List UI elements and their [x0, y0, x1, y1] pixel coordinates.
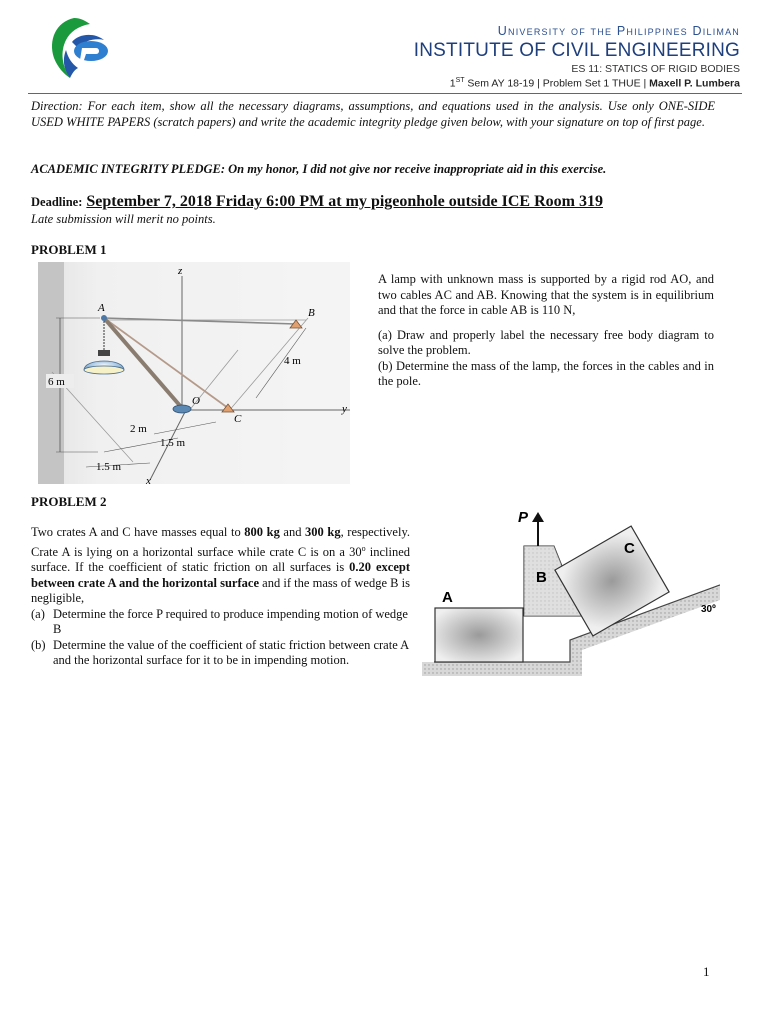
header-divider	[28, 93, 742, 94]
institute-name: INSTITUTE OF CIVIL ENGINEERING	[413, 40, 740, 61]
p2-degree: o	[361, 543, 366, 553]
problem2-statement	[31, 525, 410, 607]
problem1-items	[378, 328, 714, 390]
p2-mass-a: 800 kg	[244, 525, 280, 539]
direction-text: Direction: For each item, show all the necessary diagrams, assumptions, and equations used in the analysis. Use only ONE-SIDE USED WHITE PAPERS (scratch papers) and write the academic integrity pledge given below, with your signature on top of first page.	[31, 99, 715, 129]
semester-line	[450, 77, 740, 90]
problem1-item-a: (a) Draw and properly label the necessary free body diagram to solve the problem.	[378, 327, 714, 357]
fig1-label-c: C	[234, 413, 242, 425]
problem1-text	[378, 272, 714, 390]
deadline-value: September 7, 2018 Friday 6:00 PM at my pigeonhole outside ICE Room 319	[86, 193, 603, 210]
page-number: 1	[703, 964, 710, 979]
problem1-item-b: (b) Determine the mass of the lamp, the forces in the cables and in the pole.	[378, 358, 714, 388]
problem1-figure	[38, 262, 350, 484]
p2-item-a-label: (a)	[31, 606, 45, 621]
fig1-axis-x: x	[146, 475, 151, 484]
fig1-dim-1-5m-a: 1.5 m	[160, 437, 186, 449]
university-name: University of the Philippines Diliman	[497, 24, 740, 38]
p2-item-b-label: (b)	[31, 637, 46, 652]
fig2-label-a: A	[442, 589, 453, 606]
p2-item-a-text: Determine the force P required to produce impending motion of wedge B	[53, 606, 408, 637]
deadline-line	[31, 193, 731, 211]
fig2-angle: 30º	[701, 604, 716, 615]
fig1-axis-y: y	[342, 403, 347, 415]
p2-text-3: , respectively. Crate A is lying on a horizontal surface while crate C is on a 30	[31, 525, 411, 559]
course-title: ES 11: STATICS OF RIGID BODIES	[571, 63, 740, 75]
problem2-title: PROBLEM 2	[31, 494, 107, 509]
fig1-dim-6m: 6 m	[48, 376, 65, 388]
p2-mass-c: 300 kg	[305, 525, 341, 539]
p2-text-5: and if the mass of wedge B is negligible,	[31, 575, 410, 606]
p2-text-1: Two crates A and C have masses equal to	[31, 525, 245, 539]
sem-number: 1	[449, 77, 456, 90]
sem-details: Sem AY 18-19 | Problem Set 1 THUE |	[464, 77, 650, 90]
author-name: Maxell P. Lumbera	[649, 77, 740, 90]
p2-item-b-text: Determine the value of the coefficient of static friction between crate A and the horizontal surface for it to be in impending motion.	[53, 637, 409, 668]
p2-text-2: and	[279, 525, 306, 539]
p2-text-4: inclined surface. If the coefficient of static friction on all surfaces is	[31, 544, 411, 575]
problem2-figure	[420, 500, 720, 680]
late-note: Late submission will merit no points.	[31, 212, 216, 226]
fig1-dim-2m: 2 m	[130, 423, 147, 435]
integrity-pledge: ACADEMIC INTEGRITY PLEDGE: On my honor, I did not give nor receive inappropriate aid in this exercise.	[31, 162, 607, 176]
problem1-title: PROBLEM 1	[31, 242, 107, 257]
fig1-label-b: B	[308, 307, 315, 319]
sem-superscript: ST	[455, 77, 465, 84]
fig2-label-c: C	[624, 540, 635, 557]
fig1-label-o: O	[192, 395, 200, 407]
problem2-item-a	[31, 607, 410, 638]
fig2-label-p: P	[518, 509, 529, 526]
fig1-axis-z: z	[178, 265, 183, 277]
fig1-dim-1-5m-b: 1.5 m	[96, 461, 122, 473]
fig2-label-b: B	[536, 569, 547, 586]
problem2-item-b	[31, 638, 410, 669]
fig1-dim-4m: 4 m	[284, 355, 301, 367]
fig1-label-a: A	[98, 302, 105, 314]
problem1-statement: A lamp with unknown mass is supported by a rigid rod AO, and two cables AC and AB. Knowing that the system is in equilibrium and that the force in cable AB is 110 N,	[378, 272, 714, 317]
institute-logo	[44, 12, 118, 86]
deadline-label: Deadline:	[31, 195, 83, 209]
p2-friction-note: 0.20 except between crate A and the horizontal surface	[31, 560, 410, 590]
problem2-text	[31, 525, 410, 669]
